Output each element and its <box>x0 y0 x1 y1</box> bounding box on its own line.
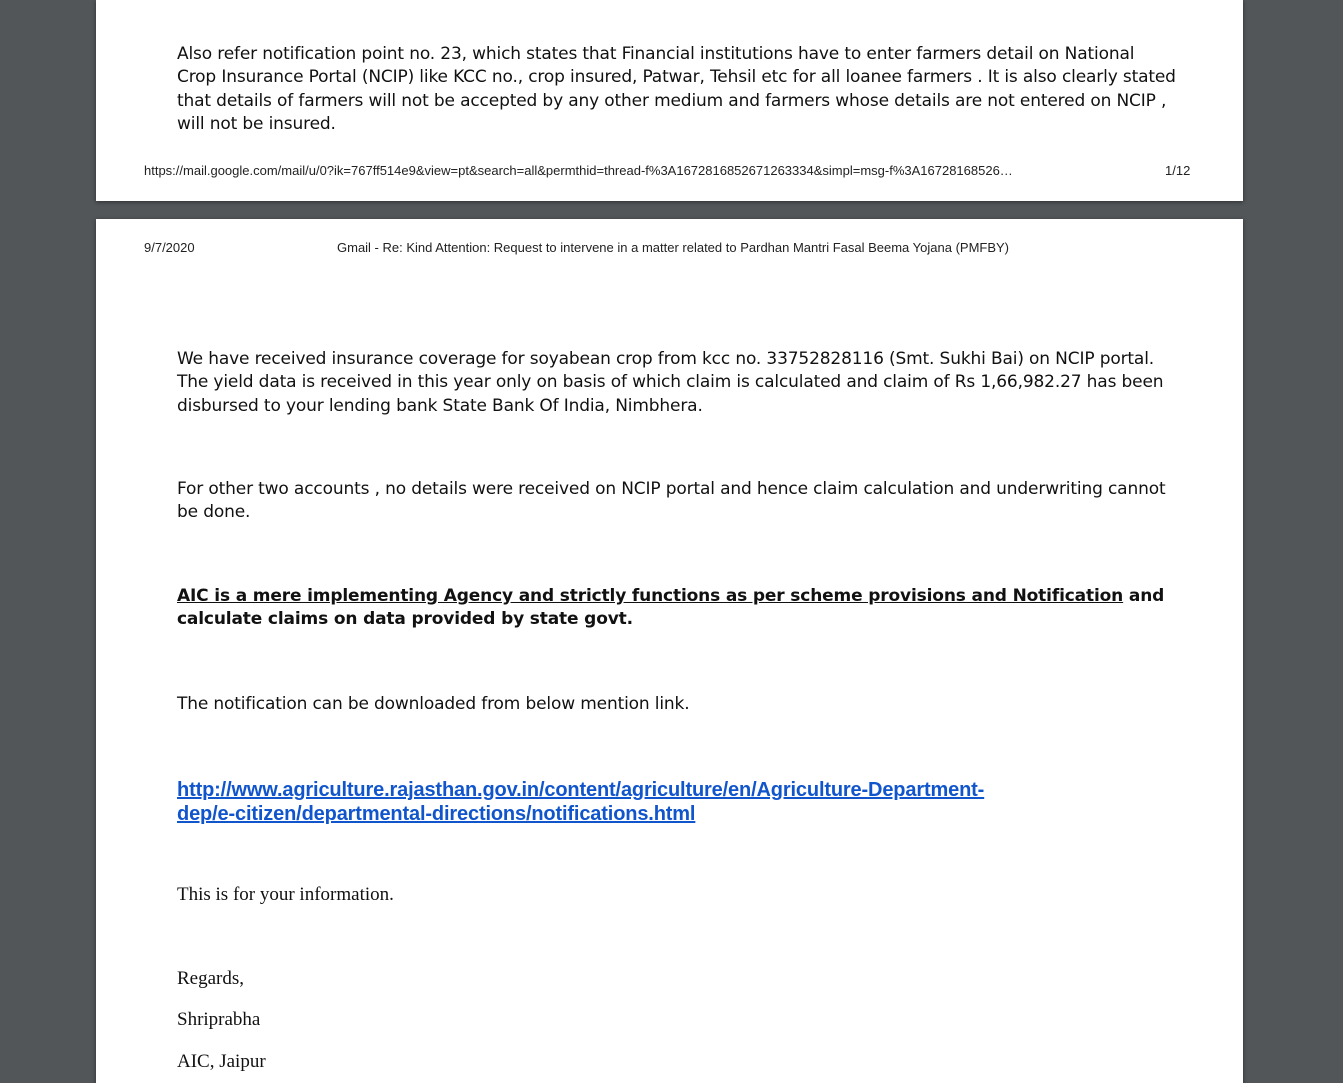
notification-link[interactable] <box>177 779 1177 828</box>
other-accounts-paragraph: For other two accounts , no details were received on NCIP portal and hence claim calculation and underwriting cannot be done. <box>177 479 1166 523</box>
notification-download-text: The notification can be downloaded from below mention link. <box>177 694 690 714</box>
coverage-paragraph: We have received insurance coverage for soyabean crop from kcc no. 33752828116 (Smt. Sukhi Bai) on NCIP portal. The yield data is received in this year only on basis of which claim is calculated and claim of Rs 1,66,982.27 has been disbursed to your lending bank State Bank Of India, Nimbhera. <box>177 349 1164 416</box>
footer-url: https://mail.google.com/mail/u/0?ik=767ff514e9&view=pt&search=all&permthid=thread-f%3A1672816852671263334&simpl=msg-f%3A16728168526… <box>144 163 1013 178</box>
info-line: This is for your information. <box>177 884 394 905</box>
header-title: Gmail - Re: Kind Attention: Request to intervene in a matter related to Pardhan Mantri Fasal Beema Yojana (PMFBY) <box>337 240 1010 255</box>
regards-line: Regards, <box>177 968 245 989</box>
aic-statement-underlined: AIC is a mere implementing Agency and strictly functions as per scheme provisions and Notification <box>177 586 1124 606</box>
signature-org: AIC, Jaipur <box>177 1051 266 1072</box>
signature-name: Shriprabha <box>177 1009 261 1030</box>
aic-statement-rest: and calculate claims on data provided by state govt. <box>177 586 1165 630</box>
link-line-1[interactable]: http://www.agriculture.rajasthan.gov.in/content/agriculture/en/Agriculture-Department- <box>177 779 985 801</box>
pdf-page-2 <box>96 219 1243 1083</box>
pdf-page-1 <box>96 0 1243 201</box>
notification-paragraph: Also refer notification point no. 23, which states that Financial institutions have to enter farmers detail on National Crop Insurance Portal (NCIP) like KCC no., crop insured, Patwar, Tehsil etc for all loanee farmers . It is also clearly stated that details of farmers will not be accepted by any other medium and farmers whose details are not entered on NCIP , will not be insured. <box>177 44 1176 134</box>
page-number: 1/12 <box>1165 163 1191 178</box>
aic-statement <box>177 585 1177 632</box>
link-line-2[interactable]: dep/e-citizen/departmental-directions/notifications.html <box>177 803 696 826</box>
header-date: 9/7/2020 <box>144 240 195 255</box>
